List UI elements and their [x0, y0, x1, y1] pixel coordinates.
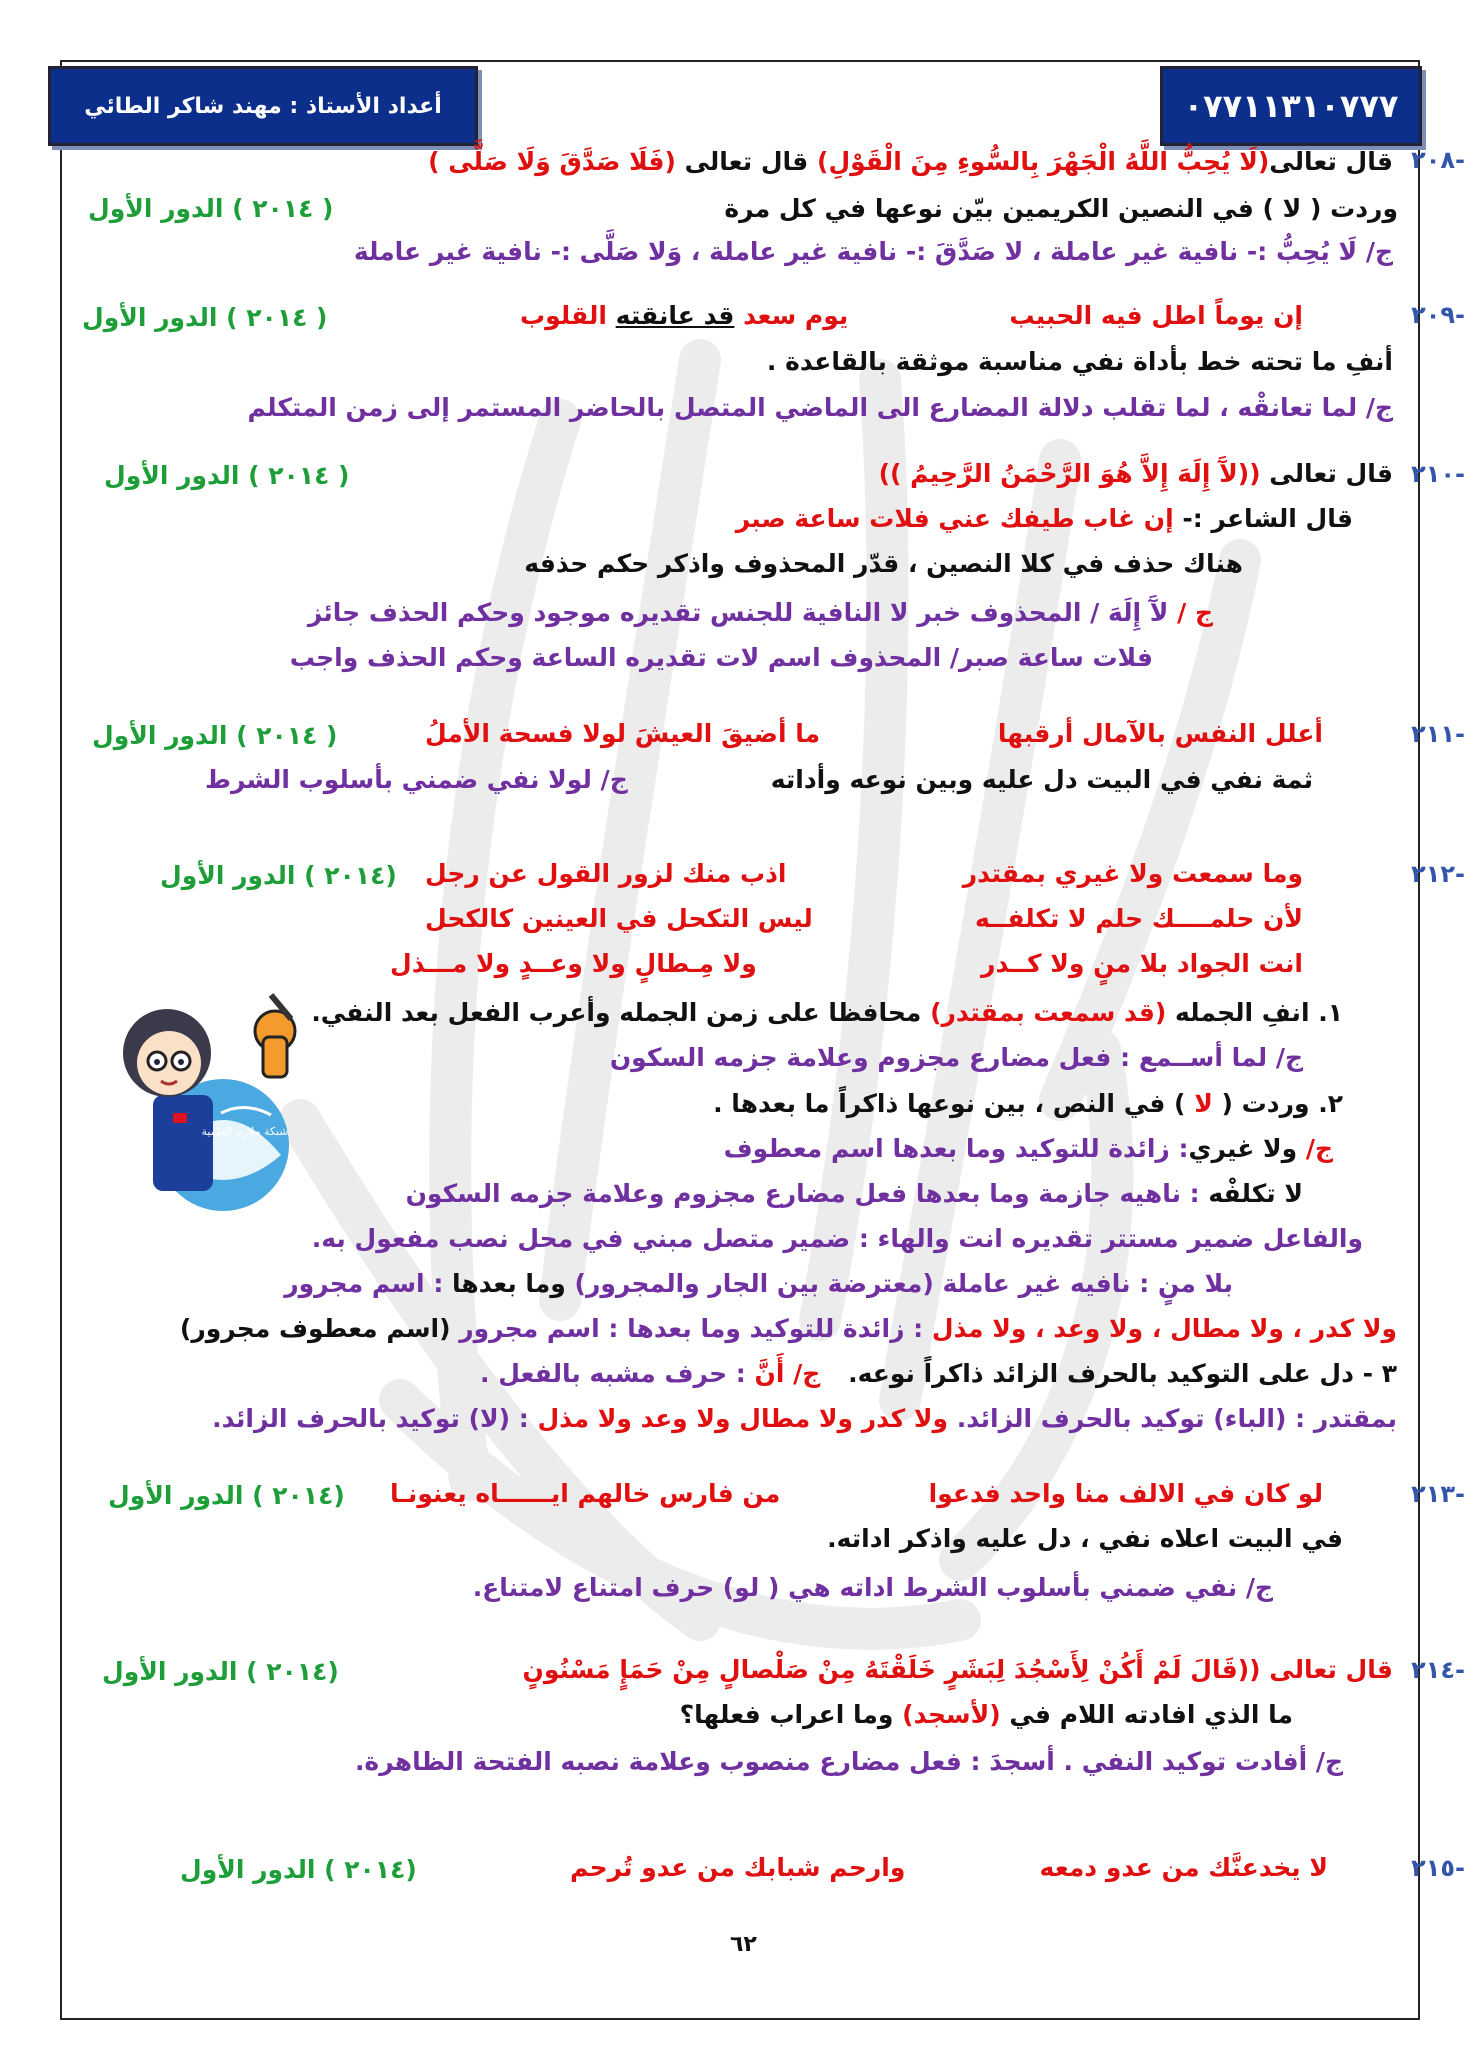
exam-tag: (٢٠١٤ ) الدور الأول: [180, 1855, 417, 1884]
q211-verse2: ما أضيقَ العيشَ لولا فسحة الأملُ: [425, 719, 821, 748]
q214-line2: ما الذي افادته اللام في (لأسجد) وما اعراب فعلها؟: [679, 1700, 1293, 1729]
q212-verse3a: انت الجواد بلا منٍ ولا كــدر: [981, 949, 1303, 978]
q213-answer: ج/ نفي ضمني بأسلوب الشرط اداته هي ( لو) حرف امتناع لامتناع.: [472, 1573, 1273, 1602]
q214-answer: ج/ أفادت توكيد النفي . أسجدَ : فعل مضارع منصوب وعلامة نصبه الفتحة الظاهرة.: [354, 1747, 1343, 1776]
q210-line3: هناك حذف في كلا النصين ، قدّر المحذوف واذكر حكم حذفه: [524, 549, 1243, 578]
q215-verse1: لا يخدعنَّك من عدو دمعه: [1039, 1853, 1328, 1882]
q215-verse2: وارحم شبابك من عدو تُرحم: [570, 1853, 906, 1882]
exam-tag: (٢٠١٤ ) الدور الأول: [160, 861, 397, 890]
q212-q1: ١. انفِ الجمله (قد سمعت بمقتدر) محافظا على زمن الجمله وأعرب الفعل بعد النفي.: [311, 998, 1343, 1027]
question-number: -٢١٥: [1411, 1854, 1465, 1882]
author-label: أعداد الأستاذ : مهند شاكر الطائي: [84, 93, 442, 119]
question-number: -٢١٣: [1411, 1480, 1465, 1508]
exam-tag: ( ٢٠١٤ ) الدور الأول: [88, 194, 334, 223]
q208-line1: قال تعالى(لَا يُحِبُّ اللَّهُ الْجَهْرَ بِالسُّوءِ مِنَ الْقَوْلِ) قال تعالى (فَلَا صَدَّقَ وَلَا صَلَّى ): [428, 147, 1393, 176]
q211-answer: ج/ لولا نفي ضمني بأسلوب الشرط: [205, 765, 628, 794]
q209-verse1: إن يوماً اطل فيه الحبيب: [1009, 301, 1303, 330]
q212-a4: والفاعل ضمير مستتر تقديره انت والهاء : ضمير متصل مبني في محل نصب مفعول به.: [311, 1224, 1363, 1253]
question-number: -٢١٢: [1411, 860, 1465, 888]
q214-line1: قال تعالى ((قَالَ لَمْ أَكُنْ لِأَسْجُدَ لِبَشَرٍ خَلَقْتَهُ مِنْ صَلْصالٍ مِنْ حَمَإٍ مَسْنُونٍ: [522, 1655, 1393, 1684]
q208-answer: ج/ لَا يُحِبُّ :- نافية غير عاملة ، لا صَدَّقَ :- نافية غير عاملة ، وَلا صَلَّى :- نافية غير عاملة: [353, 237, 1393, 266]
q208-line2: وردت ( لا ) في النصين الكريمين بيّن نوعها في كل مرة: [724, 194, 1398, 223]
phone-number: ٠٧٧١١٣١٠٧٧٧: [1183, 87, 1399, 125]
q213-verse2: من فارس خالهم ايــــــاه يعنونـا: [390, 1479, 781, 1508]
exam-tag: (٢٠١٤ ) الدور الأول: [108, 1481, 345, 1510]
q212-a3: لا تكلفْه : ناهيه جازمة وما بعدها فعل مضارع مجزوم وعلامة جزمه السكون: [405, 1179, 1303, 1208]
q213-line2: في البيت اعلاه نفي ، دل عليه واذكر اداته.: [827, 1524, 1343, 1553]
q212-verse2a: لأن حلمــــك حلم لا تكلفــه: [974, 904, 1303, 933]
q210-line2: قال الشاعر :- إن غاب طيفك عني فلات ساعة صبر: [735, 504, 1353, 533]
mascot-illustration: [95, 975, 320, 1220]
question-number: -٢٠٩: [1411, 301, 1465, 329]
q212-verse2b: ليس التكحل في العينين كالكحل: [425, 904, 813, 933]
q212-q3: ٣ - دل على التوكيد بالحرف الزائد ذاكراً نوعه.: [848, 1359, 1397, 1388]
question-number: -٢١٠: [1411, 460, 1465, 488]
exam-tag: ( ٢٠١٤ ) الدور الأول: [104, 461, 350, 490]
question-number: -٢١٤: [1411, 1656, 1465, 1684]
q212-a8: بمقتدر : (الباء) توكيد بالحرف الزائد. ولا كدر ولا مطال ولا وعد ولا مذل : (لا) توكيد بالحرف الزائد.: [212, 1404, 1397, 1433]
q212-verse1b: اذب منك لزور القول عن رجل: [425, 859, 787, 888]
q210-line1: قال تعالى ((لآَ إِلَهَ إِلاَّ هُوَ الرَّحْمَنُ الرَّحِيمُ )): [878, 459, 1393, 488]
question-number: -٢١١: [1411, 720, 1465, 748]
phone-banner: [1160, 66, 1422, 146]
q212-a2: ج/ ولا غيري: زائدة للتوكيد وما بعدها اسم معطوف: [723, 1134, 1333, 1163]
exam-tag: (٢٠١٤ ) الدور الأول: [102, 1657, 339, 1686]
q212-verse3b: ولا مِـطالٍ ولا وعــدٍ ولا مـــذل: [390, 949, 757, 978]
exam-tag: ( ٢٠١٤ ) الدور الأول: [92, 721, 338, 750]
mascot-caption: شبكة ملازم العلمية: [201, 1125, 289, 1138]
q212-verse1a: وما سمعت ولا غيري بمقتدر: [962, 859, 1303, 888]
q213-verse1: لو كان في الالف منا واحد فدعوا: [928, 1479, 1323, 1508]
q210-answer2: فلات ساعة صبر/ المحذوف اسم لات تقديره الساعة وحكم الحذف واجب: [289, 643, 1153, 672]
q209-verse2: يوم سعد قد عانقته القلوب: [520, 301, 849, 330]
q210-answer1: ج / لآَ إِلَهَ / المحذوف خبر لا النافية للجنس تقديره موجود وحكم الحذف جائز: [307, 598, 1213, 627]
author-banner: [48, 66, 478, 146]
q212-q2: ٢. وردت ( لا ) في النص ، بين نوعها ذاكراً ما بعدها .: [713, 1089, 1343, 1118]
q211-line2: ثمة نفي في البيت دل عليه وبين نوعه وأداته: [770, 765, 1313, 794]
exam-tag: ( ٢٠١٤ ) الدور الأول: [82, 303, 328, 332]
q212-a1: ج/ لما أســمع : فعل مضارع مجزوم وعلامة جزمه السكون: [609, 1043, 1303, 1072]
page-number: ٦٢: [730, 1932, 757, 1957]
q212-a7: ج/ أَنَّ : حرف مشبه بالفعل .: [480, 1359, 821, 1388]
question-number: -٢٠٨: [1411, 146, 1465, 174]
q212-a5: بلا منٍ : نافيه غير عاملة (معترضة بين الجار والمجرور) وما بعدها : اسم مجرور: [284, 1269, 1233, 1298]
q209-answer: ج/ لما تعانقْه ، لما تقلب دلالة المضارع الى الماضي المتصل بالحاضر المستمر إلى زمن المتكلم: [247, 393, 1393, 422]
q212-a6: ولا كدر ، ولا مطال ، ولا وعد ، ولا مذل : زائدة للتوكيد وما بعدها : اسم مجرور (اسم معطوف مجرور): [179, 1314, 1397, 1343]
q209-line2: أنفِ ما تحته خط بأداة نفي مناسبة موثقة بالقاعدة .: [766, 347, 1393, 376]
q211-verse1: أعلل النفس بالآمال أرقبها: [997, 719, 1323, 748]
